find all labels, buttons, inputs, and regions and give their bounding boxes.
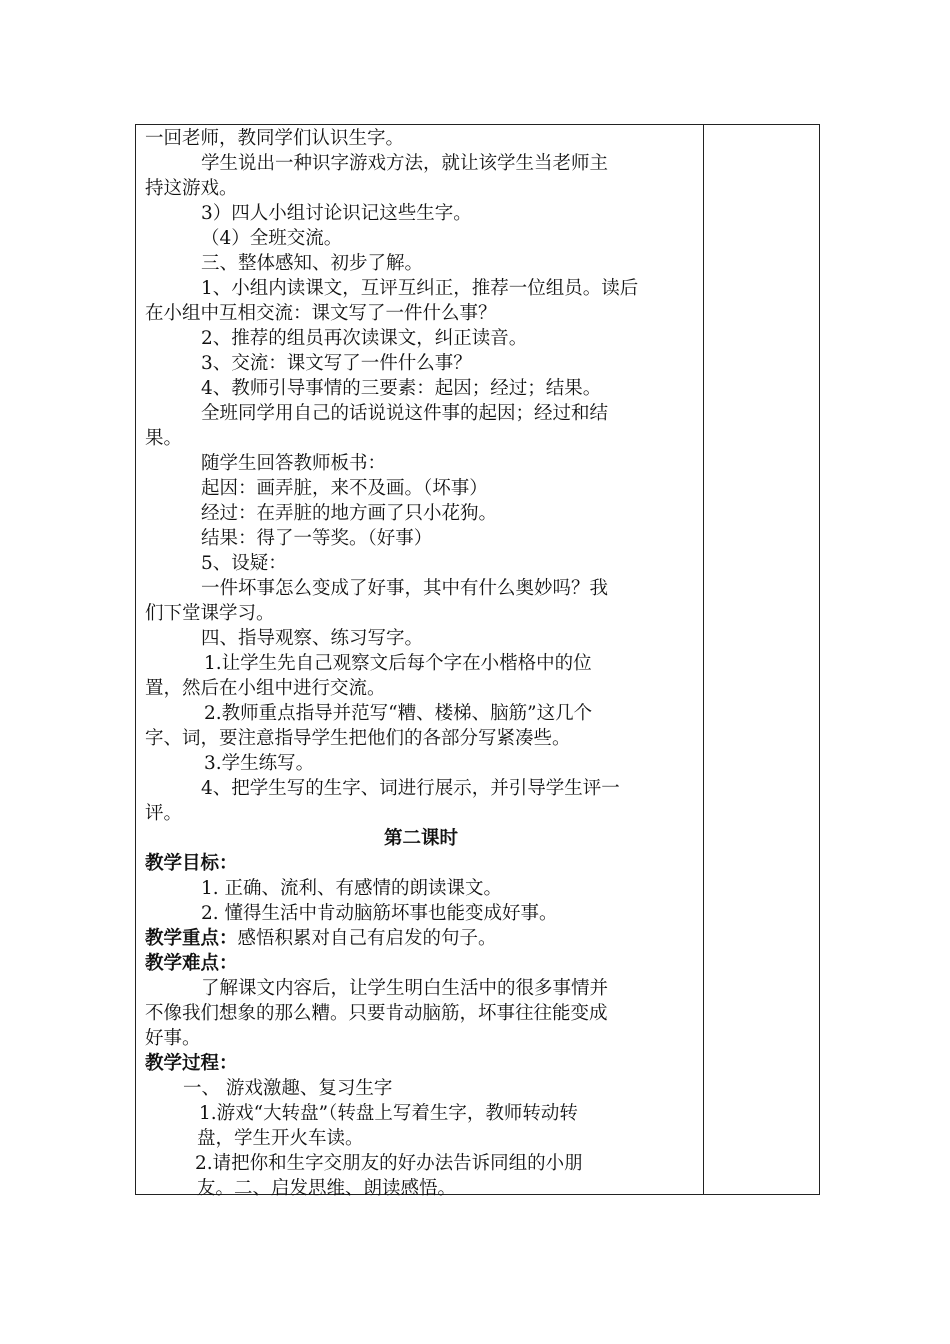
text-line: 2. 懂得生活中肯动脑筋坏事也能变成好事。 [201,903,558,924]
text-line: 一、 游戏激趣、复习生字 [183,1078,393,1099]
lesson-lines-part-1 [145,126,697,926]
text-line: 字、词，要注意指导学生把他们的各部分写紧凑些。 [145,728,571,749]
text-line: 不像我们想象的那么糟。只要肯动脑筋，坏事往往能变成 [145,1003,608,1024]
text-line: 1.游戏“大转盘”（转盘上写着生字，教师转动转 [199,1103,578,1124]
text-line: 起因：画弄脏，来不及画。（坏事） [201,478,488,499]
text-line: 好事。 [145,1028,201,1049]
key-point-text: 感悟积累对自己有启发的句子。 [237,928,497,949]
text-line: 三、整体感知、初步了解。 [201,253,424,274]
text-line: 友。二、启发思维、朗读感悟。 [197,1178,457,1199]
text-line: 一回老师，教同学们认识生字。 [145,128,405,149]
text-line: 4、把学生写的生字、词进行展示，并引导学生评一 [201,778,620,799]
text-line: 持这游戏。 [145,178,238,199]
difficulty-lines [145,976,697,1051]
text-line: 全班同学用自己的话说说这件事的起因；经过和结 [201,403,609,424]
text-line: 教学目标： [145,853,238,874]
text-line: 1、小组内读课文，互评互纠正，推荐一位组员。读后 [201,278,639,299]
text-line: 4、教师引导事情的三要素：起因；经过；结果。 [201,378,602,399]
difficulty-label: 教学难点： [145,953,238,974]
text-line: 学生说出一种识字游戏方法，就让该学生当老师主 [201,153,609,174]
text-line: 结果：得了一等奖。（好事） [201,528,433,549]
text-line: 盘，学生开火车读。 [197,1128,364,1149]
text-line: （4）全班交流。 [201,228,343,249]
text-line: 3）四人小组讨论识记这些生字。 [201,203,472,224]
process-lines [145,1076,697,1201]
text-line: 2.请把你和生字交朋友的好办法告诉同组的小朋 [195,1153,583,1174]
text-line: 随学生回答教师板书： [201,453,387,474]
process-label: 教学过程： [145,1053,238,1074]
text-line: 果。 [145,428,183,449]
text-line: 在小组中互相交流：课文写了一件什么事？ [145,303,497,324]
text-line: 5、设疑： [201,553,287,574]
text-line: 3、交流：课文写了一件什么事？ [201,353,472,374]
text-line: 1. 正确、流利、有感情的朗读课文。 [201,878,503,899]
text-line: 置，然后在小组中进行交流。 [145,678,386,699]
text-line: 2、推荐的组员再次读课文，纠正读音。 [201,328,528,349]
text-line: 了解课文内容后，让学生明白生活中的很多事情并 [201,978,609,999]
text-line: 评。 [145,803,183,824]
key-point-line [145,926,697,951]
text-line: 一件坏事怎么变成了好事，其中有什么奥妙吗？我 [201,578,609,599]
lesson-content [145,126,697,1201]
text-line: 1.让学生先自己观察文后每个字在小楷格中的位 [204,653,592,674]
text-line: 2.教师重点指导并范写“糟、楼梯、脑筋”这几个 [204,703,593,724]
text-line: 们下堂课学习。 [145,603,275,624]
text-line: 经过：在弄脏的地方画了只小花狗。 [201,503,498,524]
notes-column-cell [704,125,819,1194]
text-line: 3.学生练写。 [204,753,315,774]
key-point-label: 教学重点： [145,928,238,949]
text-line: 四、指导观察、练习写字。 [201,628,424,649]
text-line: 第二课时 [383,828,458,849]
